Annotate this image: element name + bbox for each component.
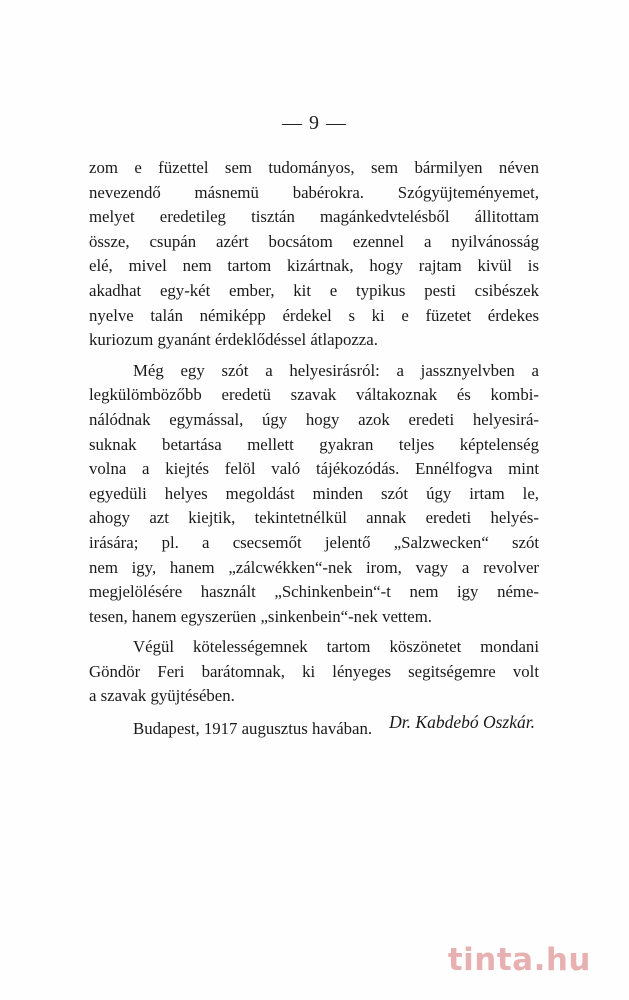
dateline: Budapest, 1917 augusztus havában. (133, 719, 373, 739)
paragraph-2 (89, 359, 539, 630)
text-line: Végül kötelességemnek tartom köszönetet mondani (133, 637, 539, 657)
text-line: legkülömbözőbb eredetü szavak váltakoznak és kombi- (89, 385, 539, 405)
body-text (89, 156, 539, 742)
text-line: össze, csupán azért bocsátom ezennel a nyilvánosság (89, 231, 539, 251)
text-line: tesen, hanem egyszerüen „sinkenbein“-nek vettem. (89, 606, 432, 626)
text-line: melyet eredetileg tisztán magánkedvtelésből állitottam (89, 207, 539, 227)
text-line: nem igy, hanem „zálcwékken“-nek irom, vagy a revolver (89, 557, 539, 577)
text-line: ahogy azt kiejtik, tekintetnélkül annak eredeti helyés- (89, 508, 539, 528)
text-line: nálódnak egymással, úgy hogy azok eredeti helyesirá- (89, 409, 539, 429)
text-line: Göndör Feri barátomnak, ki lényeges segitségemre volt (89, 661, 539, 681)
text-line: kuriozum gyanánt érdeklődéssel átlapozza. (89, 330, 378, 350)
watermark-logo: tinta.hu (447, 942, 591, 978)
text-line: Még egy szót a helyesirásról: a jassznyelvben a (133, 360, 539, 380)
text-line: irására; pl. a csecsemőt jelentő „Salzwecken“ szót (89, 532, 539, 552)
text-line: volna a kiejtés felöl való tájékozódás. Ennélfogva mint (89, 459, 539, 479)
text-line: zom e füzettel sem tudományos, sem bármilyen néven (89, 158, 539, 177)
author-signature: Dr. Kabdebó Oszkár. (389, 712, 535, 732)
paragraph-1 (89, 156, 539, 353)
text-line: megjelölésére használt „Schinkenbein“-t nem igy néme- (89, 582, 539, 602)
text-line: egyedüli helyes megoldást minden szót úgy irtam le, (89, 483, 539, 503)
paragraph-3 (89, 635, 539, 709)
text-line: a szavak gyüjtésében. (89, 686, 235, 706)
text-line: elé, mivel nem tartom kizártnak, hogy rajtam kivül is (89, 256, 539, 276)
text-line: akadhat egy-két ember, kit e typikus pesti csibészek (89, 280, 539, 300)
page-number: — 9 — (282, 112, 347, 134)
text-line: nevezendő másnemü babérokra. Szógyüjteményemet, (89, 182, 539, 202)
text-line: nyelve talán némiképp érdekel s ki e füzetet érdekes (89, 305, 539, 325)
text-line: suknak betartása mellett gyakran teljes képtelenség (89, 434, 539, 454)
